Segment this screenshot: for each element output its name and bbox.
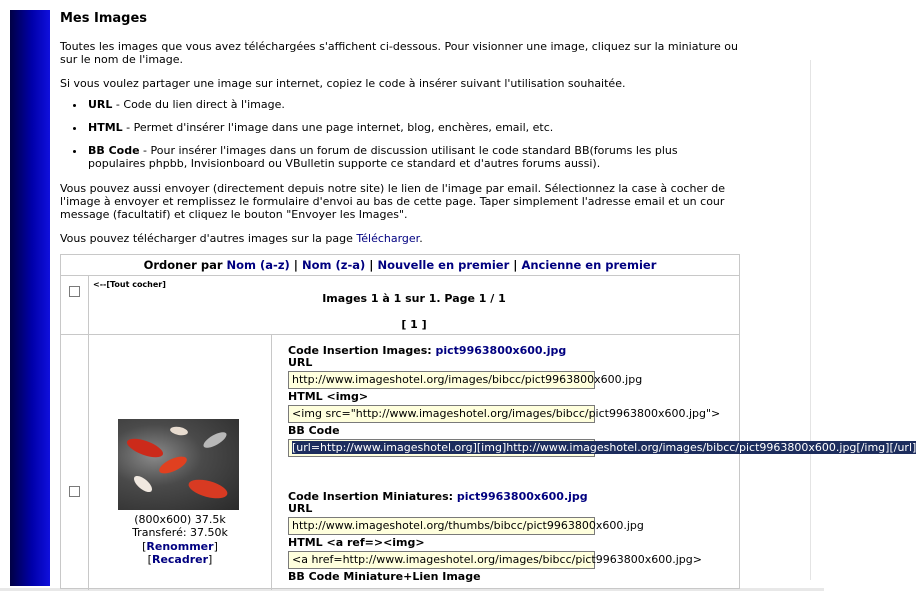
thumb-bbcode-label: BB Code Miniature+Lien Image (288, 570, 481, 583)
thumb-html-field[interactable]: <a href=http://www.imageshotel.org/images/bibcc/pict9963800x600.jpg> (288, 551, 595, 569)
upload-text: Vous pouvez télécharger d'autres images sur la page Télécharger. (60, 232, 423, 245)
right-divider (810, 60, 811, 580)
image-code-heading: Code Insertion Images: pict9963800x600.jpg (288, 344, 567, 357)
rename-action: [Renommer] (142, 540, 218, 553)
image-size-info: (800x600) 37.5k (134, 513, 226, 526)
rename-link[interactable]: Renommer (146, 540, 214, 553)
url-field[interactable]: http://www.imageshotel.org/images/bibcc/pict9963800x600.jpg (288, 371, 595, 389)
html-field[interactable]: <img src="http://www.imageshotel.org/images/bibcc/pict9963800x600.jpg"> (288, 405, 595, 423)
image-thumbnail[interactable] (118, 419, 239, 510)
upload-link[interactable]: Télécharger (356, 232, 420, 245)
image-count: Images 1 à 1 sur 1. Page 1 / 1 (322, 292, 506, 305)
left-sidebar-bar (10, 10, 50, 586)
html-label: HTML <img> (288, 390, 369, 403)
sort-bar: Ordoner par Nom (a-z) | Nom (z-a) | Nouvelle en premier | Ancienne en premier (61, 255, 739, 276)
thumb-filename-link[interactable]: pict9963800x600.jpg (456, 490, 588, 503)
email-info-text: Vous pouvez aussi envoyer (directement depuis notre site) le lien de l'image par email. Sélectionnez la case à cocher de l'image à envoyer et remplissez le formulaire d'envoi au bas de cette page. Taper simplement l'adresse email et un cour message (facultatif) et cliquez le bouton "Envoyer les Images". (60, 182, 725, 221)
list-item: • URL - Code du lien direct à l'image. (86, 98, 726, 111)
select-all-checkbox[interactable] (69, 286, 80, 297)
sort-oldest-link[interactable]: Ancienne en premier (521, 258, 657, 272)
sort-name-az-link[interactable]: Nom (a-z) (226, 258, 290, 272)
share-text: Si vous voulez partager une image sur internet, copiez le code à insérer suivant l'utilisation souhaitée. (60, 77, 626, 90)
thumb-url-field[interactable]: http://www.imageshotel.org/thumbs/bibcc/pict9963800x600.jpg (288, 517, 595, 535)
check-all-label[interactable]: <--[Tout cocher] (93, 280, 166, 289)
thumb-url-label: URL (288, 502, 313, 515)
intro-text: Toutes les images que vous avez téléchargées s'affichent ci-dessous. Pour visionner une image, cliquez sur la miniature ou sur le nom de l'image. (60, 40, 738, 66)
thumb-code-heading: Code Insertion Miniatures: pict9963800x600.jpg (288, 490, 588, 503)
thumb-html-label: HTML <a ref=><img> (288, 536, 425, 549)
image-transfer-info: Transferé: 37.50k (132, 526, 228, 539)
crop-action: [Recadrer] (147, 553, 213, 566)
list-item: • HTML - Permet d'insérer l'image dans une page internet, blog, enchères, email, etc. (86, 121, 726, 134)
thumb-code-block (288, 491, 708, 583)
column-divider (271, 335, 272, 590)
row-divider (61, 334, 739, 335)
crop-link[interactable]: Recadrer (151, 553, 209, 566)
url-label: URL (288, 356, 313, 369)
page-title: Mes Images (60, 11, 148, 26)
image-select-checkbox[interactable] (69, 486, 80, 497)
image-code-block (288, 344, 916, 459)
bbcode-label: BB Code (288, 424, 340, 437)
bbcode-field[interactable]: [url=http://www.imageshotel.org][img]http://www.imageshotel.org/images/bibcc/pict9963800x600.jpg[/img][/url] (288, 439, 595, 457)
image-filename-link[interactable]: pict9963800x600.jpg (435, 344, 567, 357)
main-content (60, 11, 750, 245)
list-item: • BB Code - Pour insérer l'images dans un forum de discussion utilisant le code standard BB(forums les plus populaires phpbb, Invisionboard ou VBulletin supporte ce standard et d'autres forums aussi). (86, 144, 726, 170)
sort-newest-link[interactable]: Nouvelle en premier (377, 258, 510, 272)
images-table (60, 254, 916, 589)
pagination[interactable]: [ 1 ] (401, 318, 427, 331)
code-type-list (60, 98, 726, 180)
sort-name-za-link[interactable]: Nom (z-a) (301, 258, 366, 272)
